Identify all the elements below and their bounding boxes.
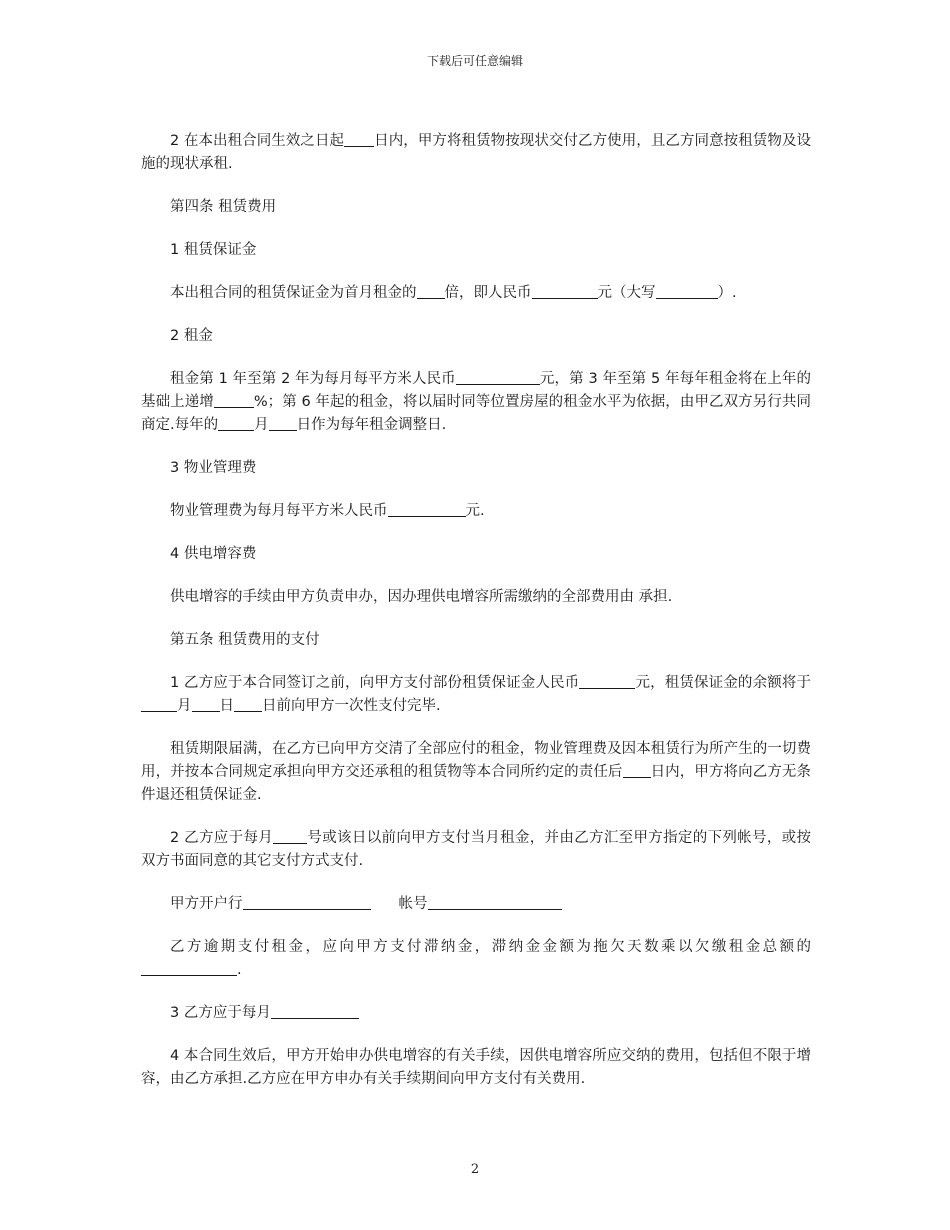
article-4-heading: 第四条 租赁费用 (170, 199, 277, 215)
blank-fee-amount (388, 500, 466, 517)
article-5-heading: 第五条 租赁费用的支付 (170, 632, 320, 648)
section-rent-heading: 2 租金 (170, 328, 213, 344)
document-body (141, 130, 811, 1111)
blank-day (269, 414, 297, 431)
blank-partial-deposit (579, 672, 635, 689)
paragraph-deposit: 本出租合同的租赁保证金为首月租金的 倍，即人民币 元（大写 ）. (141, 282, 811, 305)
page-number: 2 (470, 1162, 480, 1177)
blank-refund-days (623, 761, 651, 778)
blank-rent-amount (456, 368, 540, 385)
blank-increase-rate (214, 391, 254, 408)
blank-fee-late-rate (271, 1002, 359, 1019)
blank-month (218, 414, 254, 431)
paragraph-rent-late-fee: 乙方逾期支付租金，应向甲方支付滞纳金，滞纳金金额为拖欠天数乘以欠缴租金总额的. (141, 936, 811, 982)
page-header: 下载后可任意编辑 (426, 54, 523, 68)
blank-day-2 (234, 695, 262, 712)
paragraph-bank-account: 甲方开户行 帐号 (141, 893, 811, 916)
paragraph-deposit-payment: 1 乙方应于本合同签订之前，向甲方支付部份租赁保证金人民币 元，租赁保证金的余额将于月 日 日前向甲方一次性支付完毕. (141, 672, 811, 718)
blank-month (141, 695, 177, 712)
blank-account-number (428, 893, 562, 910)
paragraph-power-fee: 供电增容的手续由甲方负责申办，因办理供电增容所需缴纳的全部费用由 承担. (170, 589, 673, 605)
paragraph-power-fee-payment: 4 本合同生效后，甲方开始申办供电增容的有关手续，因供电增容所应交纳的费用，包括但不限于增容，由乙方承担.乙方应在甲方申办有关手续期间向甲方支付有关费用. (141, 1048, 811, 1087)
section-power-fee-heading: 4 供电增容费 (170, 546, 257, 562)
section-management-fee-heading: 3 物业管理费 (170, 460, 257, 476)
blank-bank-name (243, 893, 371, 910)
blank-day (192, 695, 220, 712)
blank-pay-day (273, 827, 307, 844)
blank-multiple (417, 282, 445, 299)
paragraph-management-fee: 物业管理费为每月每平方米人民币 元. (141, 500, 811, 523)
paragraph-deposit-refund: 租赁期限届满，在乙方已向甲方交清了全部应付的租金，物业管理费及因本租赁行为所产生的一切费用，并按本合同规定承担向甲方交还承租的租赁物等本合同所约定的责任后 日内，甲方将向乙方无条件退还租赁保证金. (141, 741, 811, 803)
blank-amount-words (656, 282, 718, 299)
section-deposit-heading: 1 租赁保证金 (170, 242, 257, 258)
blank-days (344, 130, 374, 147)
paragraph-rent-payment: 2 乙方应于每月 号或该日以前向甲方支付当月租金，并由乙方汇至甲方指定的下列帐号，或按双方书面同意的其它支付方式支付. (141, 827, 811, 873)
blank-amount (532, 282, 598, 299)
paragraph-delivery: 2 在本出租合同生效之日起 日内，甲方将租赁物按现状交付乙方使用，且乙方同意按租赁物及设施的现状承租. (141, 130, 811, 176)
blank-rent-late-rate (141, 959, 237, 976)
paragraph-rent: 租金第 1 年至第 2 年为每月每平方米人民币 元，第 3 年至第 5 年每年租金将在上年的基础上递增 %；第 6 年起的租金，将以届时同等位置房屋的租金水平为依据，由甲乙双方另行共同商定.每年的 月 日作为每年租金调整日. (141, 368, 811, 437)
paragraph-management-fee-payment: 3 乙方应于每月 (141, 1002, 811, 1025)
